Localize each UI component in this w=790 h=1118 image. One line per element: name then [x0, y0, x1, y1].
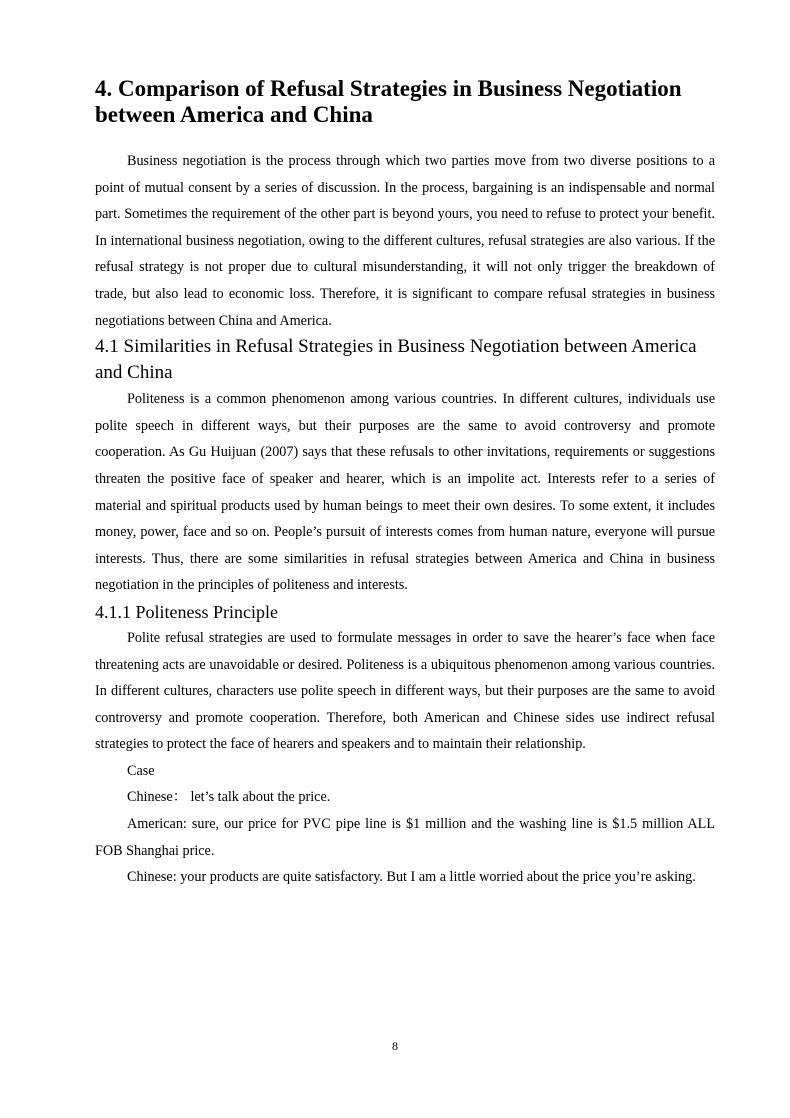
politeness-paragraph: Polite refusal strategies are used to formulate messages in order to save the hearer’s face when face threatening acts are unavoidable or desired. Politeness is a ubiquitous phenomenon among various countries. In different cultures, characters use polite speech in different ways, but their purposes are the same to avoid controversy and promote cooperation. Therefore, both American and Chinese sides use indirect refusal strategies to protect the face of hearers and speakers and to maintain their relationship. [95, 629, 715, 753]
subsubsection-title: 4.1.1 Politeness Principle [95, 601, 278, 622]
page-number: 8 [392, 1039, 398, 1053]
page-content [95, 76, 715, 891]
dialogue-line-3: Chinese: your products are quite satisfactory. But I am a little worried about the price you’re asking. [127, 869, 696, 886]
case-label: Case [127, 762, 155, 779]
section-title: 4. Comparison of Refusal Strategies in Business Negotiation between America and China [95, 76, 682, 127]
similarities-paragraph: Politeness is a common phenomenon among various countries. In different cultures, individuals use polite speech in different ways, but their purposes are the same to avoid controversy and promote cooperation. As Gu Huijuan (2007) says that these refusals to other invitations, requirements or suggestions threaten the positive face of speaker and hearer, which is an impolite act. Interests refer to a series of material and spiritual products used by human beings to meet their own desires. To some extent, it includes money, power, face and so on. People’s pursuit of interests comes from human nature, everyone will pursue interests. Thus, there are some similarities in refusal strategies between America and China in business negotiation in the principles of politeness and interests. [95, 391, 715, 594]
dialogue-line-1: Chinese： let’s talk about the price. [127, 789, 331, 806]
intro-paragraph: Business negotiation is the process through which two parties move from two diverse positions to a point of mutual consent by a series of discussion. In the process, bargaining is an indispensable and normal part. Sometimes the requirement of the other part is beyond yours, you need to refuse to protect your benefit. In international business negotiation, owing to the different cultures, refusal strategies are also various. If the refusal strategy is not proper due to cultural misunderstanding, it will not only trigger the breakdown of trade, but also lead to economic loss. Therefore, it is significant to compare refusal strategies in business negotiations between China and America. [95, 153, 715, 329]
subsection-title: 4.1 Similarities in Refusal Strategies in Business Negotiation between America and China [95, 336, 697, 384]
dialogue-line-2: American: sure, our price for PVC pipe line is $1 million and the washing line is $1.5 million ALL FOB Shanghai price. [95, 816, 715, 859]
